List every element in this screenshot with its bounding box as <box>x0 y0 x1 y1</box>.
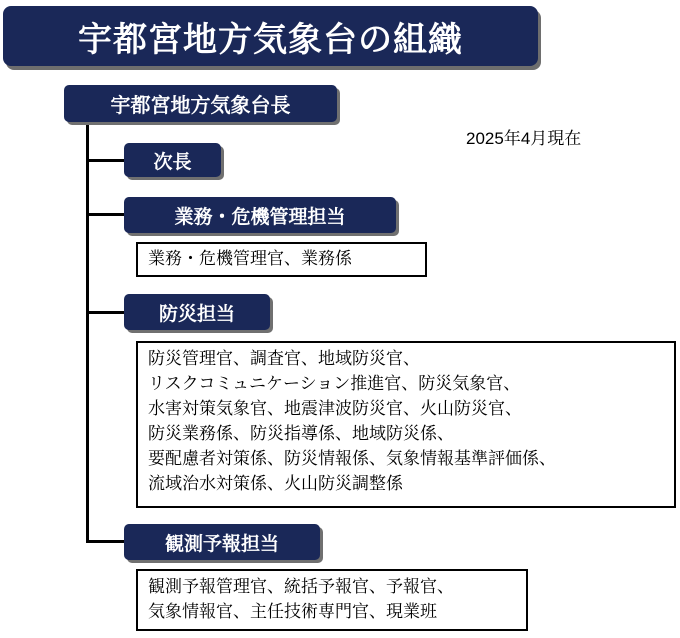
node-disaster-prevention: 防災担当 <box>124 294 270 330</box>
detail-line: リスクコミュニケーション推進官、防災気象官、 <box>148 374 521 394</box>
detail-line: 気象情報官、主任技術専門官、現業班 <box>148 602 437 622</box>
detail-line: 流域治水対策係、火山防災調整係 <box>148 474 403 494</box>
detail-disaster-prevention <box>136 341 676 508</box>
detail-line: 観測予報管理官、統括予報官、予報官、 <box>148 577 454 597</box>
node-director: 宇都宮地方気象台長 <box>64 85 337 122</box>
as-of-date: 2025年4月現在 <box>466 129 582 148</box>
detail-line: 要配慮者対策係、防災情報係、気象情報基準評価係、 <box>148 449 556 469</box>
title-banner <box>3 6 538 66</box>
org-trunk-line <box>86 122 89 541</box>
detail-line: 防災管理官、調査官、地域防災官、 <box>148 349 420 369</box>
connector-gyomu <box>86 213 125 216</box>
node-deputy-director: 次長 <box>124 143 221 177</box>
connector-bosai <box>86 311 125 314</box>
connector-kansoku <box>86 540 125 543</box>
page-title: 宇都宮地方気象台の組織 <box>78 19 463 60</box>
connector-deputy <box>86 159 125 162</box>
node-observation-forecast: 観測予報担当 <box>124 524 320 560</box>
detail-operations-crisis-management <box>136 242 427 277</box>
detail-line: 水害対策気象官、地震津波防災官、火山防災官、 <box>148 399 522 419</box>
detail-observation-forecast <box>136 569 528 631</box>
detail-line: 業務・危機管理官、業務係 <box>148 249 352 269</box>
node-operations-crisis-management: 業務・危機管理担当 <box>124 197 396 233</box>
detail-line: 防災業務係、防災指導係、地域防災係、 <box>148 424 454 444</box>
